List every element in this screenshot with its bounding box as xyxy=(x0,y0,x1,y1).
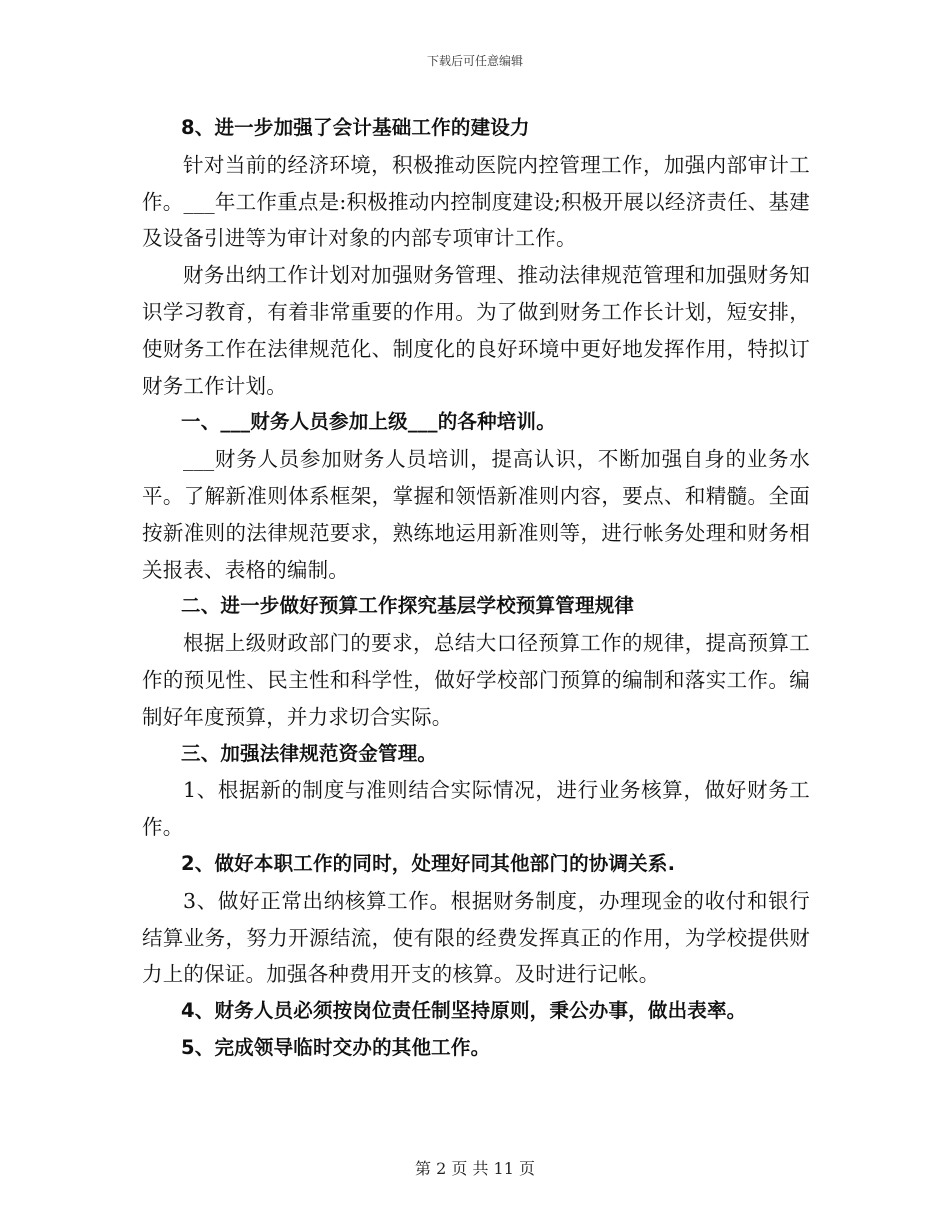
list-item-bold: 2、做好本职工作的同时，处理好同其他部门的协调关系. xyxy=(181,851,676,875)
list-item: 3、做好正常出纳核算工作。根据财务制度，办理现金的收付和银行结算业务，努力开源结流，使有限的经费发挥真正的作用，为学校提供财力上的保证。加强各种费用开支的核算。及时进行记帐。 xyxy=(142,888,810,987)
section-heading-8: 8、进一步加强了会计基础工作的建设力 xyxy=(181,116,530,139)
list-item-bold: 5、完成领导临时交办的其他工作。 xyxy=(181,1035,491,1059)
body-paragraph: ___财务人员参加财务人员培训，提高认识，不断加强自身的业务水平。了解新准则体系框架，掌握和领悟新准则内容，要点、和精髓。全面按新准则的法律规范要求，熟练地运用新准则等，进行帐务处理和财务相关报表、表格的编制。 xyxy=(142,447,810,582)
document-body xyxy=(142,110,810,1067)
body-paragraph: 财务出纳工作计划对加强财务管理、推动法律规范管理和加强财务知识学习教育，有着非常重要的作用。为了做到财务工作长计划，短安排，使财务工作在法律规范化、制度化的良好环境中更好地发挥作用，特拟订财务工作计划。 xyxy=(142,263,810,398)
page-number: 第 2 页 共 11 页 xyxy=(415,1159,535,1178)
section-heading-3: 三、加强法律规范资金管理。 xyxy=(181,741,438,765)
list-item-bold: 4、财务人员必须按岗位责任制坚持原则，秉公办事，做出表率。 xyxy=(181,999,747,1023)
list-item: 1、根据新的制度与准则结合实际情况，进行业务核算，做好财务工作。 xyxy=(142,778,810,840)
section-heading-2: 二、进一步做好预算工作探究基层学校预算管理规律 xyxy=(181,594,635,618)
header-note: 下载后可任意编辑 xyxy=(426,54,523,68)
body-paragraph: 针对当前的经济环境，积极推动医院内控管理工作，加强内部审计工作。___年工作重点是:积极推动内控制度建设;积极开展以经济责任、基建及设备引进等为审计对象的内部专项审计工作。 xyxy=(142,152,810,251)
section-heading-1: 一、___财务人员参加上级___的各种培训。 xyxy=(181,410,556,434)
body-paragraph: 根据上级财政部门的要求，总结大口径预算工作的规律，提高预算工作的预见性、民主性和科学性，做好学校部门预算的编制和落实工作。编制好年度预算，并力求切合实际。 xyxy=(142,631,810,729)
